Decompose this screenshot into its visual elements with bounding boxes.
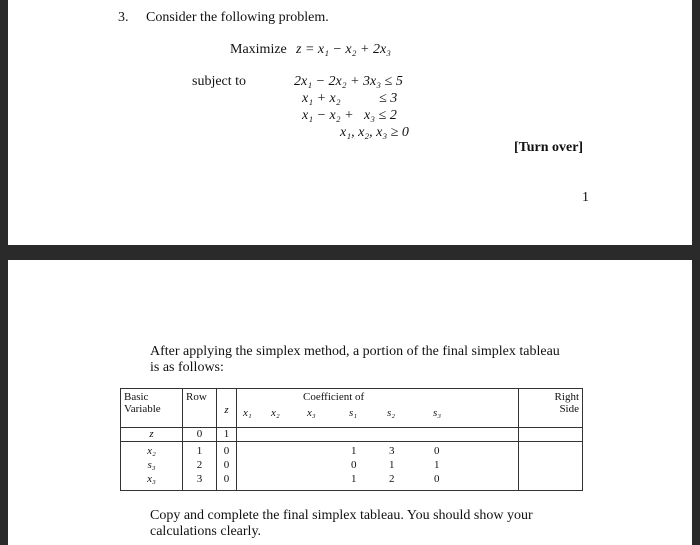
header-x2: x₂ — [271, 407, 280, 419]
s3-row-3: 0 — [434, 473, 440, 485]
basic-var-z: z — [149, 428, 154, 440]
turn-over-label: [Turn over] — [514, 140, 584, 155]
z-coef-row-2: 0 — [223, 459, 230, 471]
z-coef-cell — [217, 442, 237, 491]
s3-row-1: 0 — [434, 445, 440, 457]
rhs-values-empty — [519, 442, 583, 491]
z-coef-row-3: 0 — [223, 473, 230, 485]
header-row — [183, 389, 217, 428]
header-s3: s₃ — [433, 407, 442, 419]
header-variable: Variable — [124, 403, 161, 415]
s1-row-3: 1 — [351, 473, 357, 485]
header-z — [217, 389, 237, 428]
coef-row-0-empty — [237, 428, 519, 442]
row-1: 1 — [196, 445, 203, 457]
question-text: Consider the following problem. — [146, 10, 329, 25]
constraint-1: 2x₁ − 2x₂ + 3x₃ ≤ 5 — [294, 74, 403, 89]
page-2 — [8, 260, 692, 545]
constraint-3: x₁ − x₂ + x₃ ≤ 2 — [302, 108, 397, 123]
s2-row-3: 2 — [389, 473, 395, 485]
nonnegativity-constraint: x₁, x₂, x₃ ≥ 0 — [340, 125, 409, 140]
s2-row-1: 3 — [389, 445, 395, 457]
header-basic: Basic — [124, 391, 149, 403]
header-z-label: z — [224, 404, 229, 416]
basic-var-x3: x₃ — [147, 473, 156, 485]
row-0: 0 — [196, 428, 203, 440]
header-s2: s₂ — [387, 407, 396, 419]
header-row-label: Row — [186, 391, 207, 403]
basic-var-x2: x₂ — [147, 445, 156, 457]
header-right: Right — [554, 391, 579, 403]
basic-var-z-cell — [121, 428, 183, 442]
z-coef-row-0-cell — [217, 428, 237, 442]
header-coefficient-label: Coefficient of — [303, 391, 365, 403]
header-x1: x₁ — [243, 407, 252, 419]
header-s1: s₁ — [349, 407, 358, 419]
basic-var-s3: s₃ — [147, 459, 156, 471]
intro-text-line-2: is as follows: — [150, 360, 224, 375]
header-coefficient-of — [237, 389, 519, 428]
z-coef-row-1: 0 — [223, 445, 230, 457]
question-number: 3. — [118, 10, 129, 25]
subject-to-label: subject to — [192, 74, 247, 89]
s3-row-2: 1 — [434, 459, 440, 471]
objective-label: Maximize — [230, 42, 287, 57]
s1-row-2: 0 — [351, 459, 357, 471]
constraint-2: x₁ + x₂ ≤ 3 — [302, 91, 398, 106]
s1-row-1: 1 — [351, 445, 357, 457]
page-number: 1 — [582, 190, 589, 205]
instruction-line-1: Copy and complete the final simplex tableau. You should show your — [150, 508, 533, 523]
instruction-line-2: calculations clearly. — [150, 524, 262, 539]
row-0-cell — [183, 428, 217, 442]
row-number-cell — [183, 442, 217, 491]
row-3: 3 — [196, 473, 203, 485]
z-coef-row-0: 1 — [223, 428, 230, 440]
rhs-row-0-empty — [519, 428, 583, 442]
basic-var-cell — [121, 442, 183, 491]
coef-values-cell — [237, 442, 519, 491]
header-x3: x₃ — [307, 407, 316, 419]
objective-expression: z = x₁ − x₂ + 2x₃ — [296, 42, 392, 57]
simplex-tableau — [120, 388, 583, 491]
row-2: 2 — [196, 459, 203, 471]
page-1 — [8, 0, 692, 245]
header-basic-variable — [121, 389, 183, 428]
s2-row-2: 1 — [389, 459, 395, 471]
header-right-side — [519, 389, 583, 428]
header-side: Side — [559, 403, 579, 415]
intro-text-line-1: After applying the simplex method, a portion of the final simplex tableau — [150, 344, 560, 359]
